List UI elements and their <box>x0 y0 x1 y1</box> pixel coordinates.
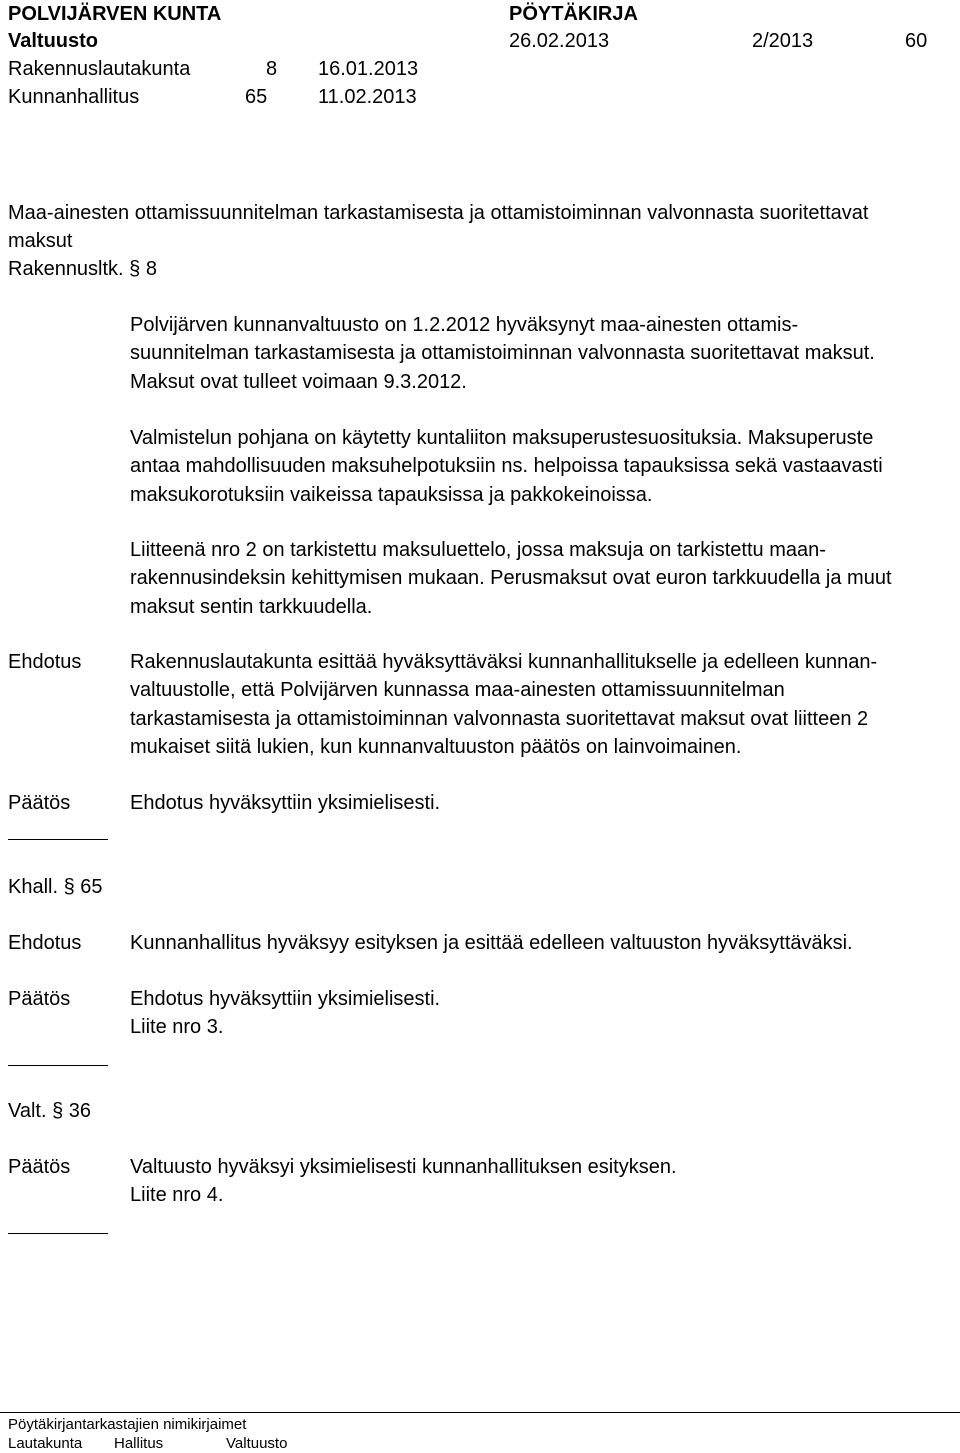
decision-text <box>130 789 945 817</box>
committee-section: 8 <box>266 58 278 80</box>
proposal-label: Ehdotus <box>8 932 82 954</box>
decision-label: Päätös <box>8 988 71 1010</box>
footer-divider <box>0 1412 960 1413</box>
decision-line: Valtuusto hyväksyi yksimielisesti kunnanhallituksen esityksen. <box>130 1156 677 1178</box>
paragraph-line: Maksut ovat tulleet voimaan 9.3.2012. <box>130 370 467 393</box>
paragraph-line: Valmistelun pohjana on käytetty kuntaliiton maksuperustesuosituksia. Maksuperuste <box>130 427 874 449</box>
proposal-line: mukaiset siitä lukien, kun kunnanvaltuuston päätös on lainvoimainen. <box>130 735 742 758</box>
board-section: 65 <box>245 86 268 108</box>
board-name: Kunnanhallitus <box>8 86 140 108</box>
committee-date: 16.01.2013 <box>318 58 419 80</box>
document-type: PÖYTÄKIRJA <box>509 3 638 25</box>
paragraph-line: Polvijärven kunnanvaltuusto on 1.2.2012 hyväksynyt maa-ainesten ottamis- <box>130 314 799 336</box>
page-number: 60 <box>905 30 928 52</box>
reference-committee: Rakennusltk. § 8 <box>8 258 157 280</box>
decision-line: Ehdotus hyväksyttiin yksimielisesti. <box>130 792 441 814</box>
subject-line-2: maksut <box>8 230 73 252</box>
paragraph-line: antaa mahdollisuuden maksuhelpotuksiin ns. helpoissa tapauksissa sekä vastaavasti <box>130 455 883 478</box>
section-divider <box>8 1065 108 1066</box>
section-divider <box>8 1233 108 1234</box>
reference-council: Valt. § 36 <box>8 1100 92 1122</box>
paragraph-line: Liitteenä nro 2 on tarkistettu maksuluettelo, jossa maksuja on tarkistettu maan- <box>130 539 826 561</box>
decision-label: Päätös <box>8 1156 71 1178</box>
proposal-label: Ehdotus <box>8 651 82 673</box>
decision-label: Päätös <box>8 792 71 814</box>
municipality-name: POLVIJÄRVEN KUNTA <box>8 3 222 25</box>
board-date: 11.02.2013 <box>318 86 417 108</box>
subject-line-1: Maa-ainesten ottamissuunnitelman tarkastamisesta ja ottamistoiminnan valvonnasta suoritettavat <box>8 202 869 224</box>
decision-line: Ehdotus hyväksyttiin yksimielisesti. <box>130 988 441 1010</box>
footer-col-council: Valtuusto <box>226 1435 288 1452</box>
section-divider <box>8 839 108 840</box>
proposal-text <box>130 648 945 761</box>
meeting-body: Valtuusto <box>8 30 99 52</box>
issue-number: 2/2013 <box>752 30 814 52</box>
paragraph-line: maksut sentin tarkkuudella. <box>130 595 373 618</box>
footer-col-board: Hallitus <box>114 1435 164 1452</box>
committee-name: Rakennuslautakunta <box>8 58 191 80</box>
paragraph-preparation <box>130 424 945 509</box>
decision-text <box>130 1153 945 1210</box>
proposal-text <box>130 929 945 957</box>
decision-line: Liite nro 3. <box>130 1016 224 1039</box>
footer-col-committee: Lautakunta <box>8 1435 83 1452</box>
decision-line: Liite nro 4. <box>130 1184 224 1207</box>
paragraph-line: rakennusindeksin kehittymisen mukaan. Perusmaksut ovat euron tarkkuudella ja muut <box>130 567 892 590</box>
paragraph-attachment <box>130 536 945 621</box>
decision-text <box>130 985 945 1042</box>
meeting-date: 26.02.2013 <box>509 30 610 52</box>
paragraph-line: suunnitelman tarkastamisesta ja ottamistoiminnan valvonnasta suoritettavat maksut. <box>130 342 875 365</box>
reference-board: Khall. § 65 <box>8 876 103 898</box>
proposal-line: Rakennuslautakunta esittää hyväksyttäväksi kunnanhallitukselle ja edelleen kunnan- <box>130 651 878 673</box>
paragraph-background <box>130 311 945 396</box>
proposal-line: tarkastamisesta ja ottamistoiminnan valvonnasta suoritettavat maksut ovat liitteen 2 <box>130 707 869 730</box>
proposal-line: valtuustolle, että Polvijärven kunnassa maa-ainesten ottamissuunnitelman <box>130 679 785 702</box>
footer-title: Pöytäkirjantarkastajien nimikirjaimet <box>8 1416 247 1433</box>
paragraph-line: maksukorotuksiin vaikeissa tapauksissa ja pakkokeinoissa. <box>130 483 653 506</box>
proposal-line: Kunnanhallitus hyväksyy esityksen ja esittää edelleen valtuuston hyväksyttäväksi. <box>130 932 853 954</box>
